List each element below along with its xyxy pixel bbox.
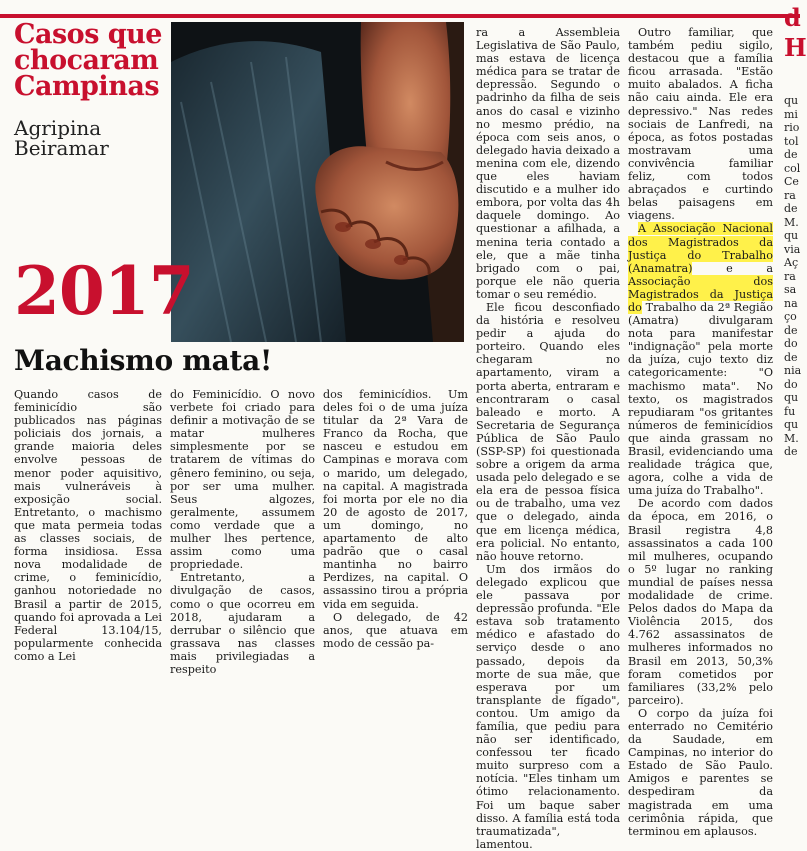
section-rule (0, 14, 800, 18)
edge-heading-fragment: H (784, 33, 807, 62)
clenched-fist-photo (171, 22, 464, 342)
article-column-4 (476, 26, 620, 851)
section-title: Casos que chocaram Campinas (14, 19, 162, 102)
year-heading: 2017 (14, 252, 194, 330)
highlight-associacao: Associação dos Magistrados da Justiça do (628, 274, 773, 314)
article-column-2 (170, 388, 315, 676)
article-headline: Machismo mata! (14, 344, 272, 377)
paragraph: dos feminicídios. Um deles foi o de uma juíza titular da 2ª Vara de Franco da Rocha, que nasceu e estudou em Campinas e morava com o marido, um delegado, na capital. A magistrada foi morta por ele no dia 20 de agosto de 2017, um domingo, no apartamento de alto padrão que o casal mantinha no bairro Perdizes, na capital. O assassino tirou a própria vida em seguida. (323, 388, 468, 611)
highlight-anamatra: A Associação Nacional dos Magistrados da Justiça do Trabalho (Anamatra) (628, 222, 773, 275)
paragraph: Ele ficou desconfiado da história e resolveu pedir a ajuda do porteiro. Quando eles chegaram no apartamento, viram a porta aberta, entraram e encontraram o casal baleado e morto. A Secretaria de Segurança Pública de São Paulo (SSP-SP) foi questionada sobre a origem da arma usada pelo delegado e se ela era de pessoa física ou de trabalho, uma vez que o delegado, ainda que em licença médica, era policial. No entanto, não houve retorno. (476, 300, 620, 563)
paragraph: Entretanto, a divulgação de casos, como o que ocorreu em 2018, ajudaram a derrubar o silêncio que grassava nas classes mais privilegiadas a respeito (170, 571, 315, 676)
edge-text-fragments: qu mi rio tol de col Ce ra de M. qu via Aç ra sa na ço de do de nia do qu fu qu M. de (784, 94, 802, 458)
article-column-3 (323, 388, 468, 650)
author-byline: Agripina Beiramar (14, 116, 109, 160)
article-column-5 (628, 26, 773, 838)
paragraph: Quando casos de feminicídio são publicados nas páginas policiais dos jornais, a grande maioria deles envolve pessoas de menor poder aquisitivo, mais vulneráveis à exposição social. Entretanto, o machismo que mata permeia todas as classes sociais, de forma insidiosa. Essa nova modalidade de crime, o feminicídio, ganhou notoriedade no Brasil a partir de 2015, quando foi aprovada a Lei Federal 13.104/15, popularmente conhecida como a Lei (14, 388, 162, 663)
highlighted-paragraph: A Associação Nacional dos Magistrados da Justiça do Trabalho (Anamatra) e a Associação dos Magistrados da Justiça do Trabalho da 2ª Região (Amatra) divulgaram nota para manifestar "indignação" pela morte da juíza, cujo texto diz categoricamente: "O machismo mata". No texto, os magistrados repudiaram "os gritantes números de feminicídios que ainda grassam no Brasil, evidenciando uma realidade trágica que, agora, colhe a vida de uma juíza do Trabalho". (628, 222, 773, 498)
adjacent-page-edge (780, 0, 807, 589)
paragraph: De acordo com dados da época, em 2016, o Brasil registra 4,8 assassinatos a cada 100 mil mulheres, ocupando o 5º lugar no ranking mundial de países nessa modalidade de crime. Pelos dados do Mapa da Violência 2015, dos 4.762 assassinatos de mulheres informados no Brasil em 2013, 50,3% foram cometidos por familiares (33,2% pelo parceiro). (628, 497, 773, 707)
paragraph: Outro familiar, que também pediu sigilo, destacou que a família ficou arrasada. "Estão muito abalados. A ficha não caiu ainda. Ele era depressivo." Nas redes sociais de Lanfredi, na época, as fotos postadas mostravam uma convivência familiar feliz, com todos abraçados e curtindo belas paisagens em viagens. (628, 26, 773, 223)
article-column-1 (14, 388, 162, 663)
paragraph: O delegado, de 42 anos, que atuava em modo de cessão pa- (323, 610, 468, 650)
paragraph: do Feminicídio. O novo verbete foi criado para definir a motivação de se matar mulheres simplesmente por se tratarem de vítimas do gênero feminino, ou seja, por ser uma mulher. Seus algozes, geralmente, assumem como verdade que a mulher lhes pertence, assim como uma propriedade. (170, 388, 315, 572)
paragraph: O corpo da juíza foi enterrado no Cemitério da Saudade, em Campinas, no interior do Estado de São Paulo. Amigos e parentes se despediram da magistrada em uma cerimônia rápida, que terminou em aplausos. (628, 706, 773, 838)
paragraph: ra a Assembleia Legislativa de São Paulo, mas estava de licença médica para se tratar de depressão. Segundo o padrinho da filha de seis anos do casal e vizinho no mesmo prédio, na época com seis anos, o delegado havia deixado a menina com ele, dizendo que eles haviam discutido e a mulher ido embora, por volta das 4h daquele domingo. Ao questionar a afilhada, a menina teria contado a ele, que a mãe tinha brigado com o pai, porque ele não queria tomar o seu remédio. (476, 26, 620, 301)
paragraph: Um dos irmãos do delegado explicou que ele passava por depressão profunda. "Ele estava sob tratamento médico e afastado do serviço desde o ano passado, depois da morte de sua mãe, que esperava por um transplante de fígado", contou. Um amigo da família, que pediu para não ser identificado, confessou ter ficado muito surpreso com a notícia. "Eles tinham um ótimo relacionamento. Foi um baque saber disso. A família está toda traumatizada", lamentou. (476, 562, 620, 851)
edge-heading-fragment: d (784, 3, 801, 32)
